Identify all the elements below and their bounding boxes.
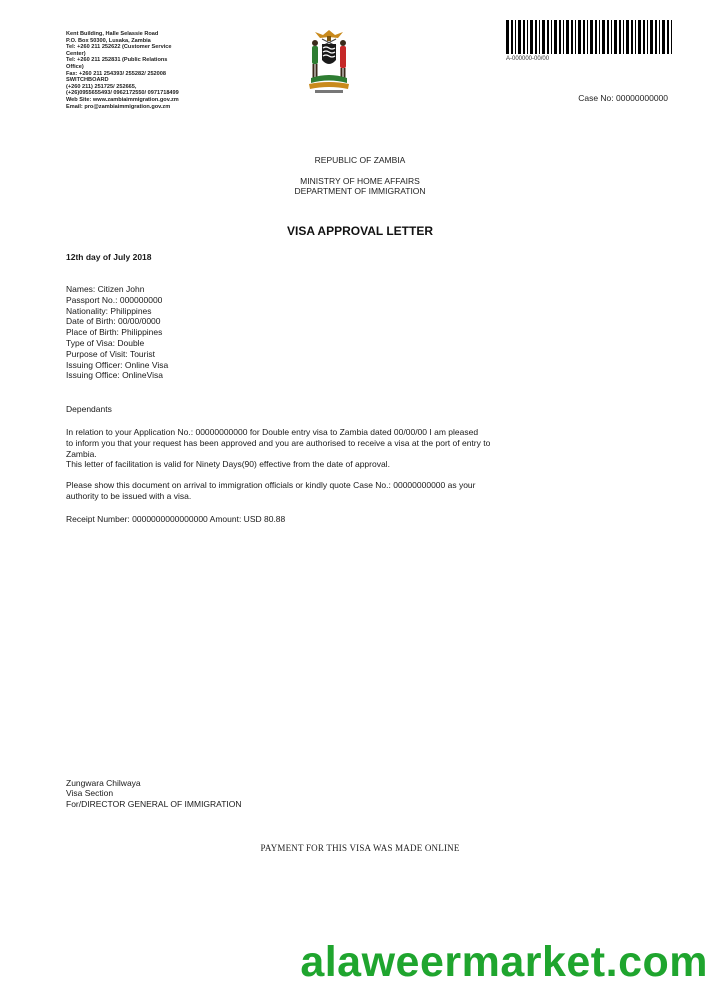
department-heading: DEPARTMENT OF IMMIGRATION (294, 186, 426, 196)
detail-line: Issuing Officer: Online Visa (66, 359, 169, 370)
barcode-bar (671, 20, 672, 54)
ministry-heading: MINISTRY OF HOME AFFAIRS (300, 176, 420, 186)
paragraph-line: This letter of facilitation is valid for Ninety Days(90) effective from the date of approval. (66, 459, 390, 470)
signatory-for: For/DIRECTOR GENERAL OF IMMIGRATION (66, 798, 242, 809)
barcode-bar (506, 20, 509, 54)
barcode-number: A-000000-00/00 (506, 56, 550, 62)
barcode-bar (662, 20, 665, 54)
barcode-bar (631, 20, 633, 54)
barcode-bar (587, 20, 588, 54)
coat-of-arms-emblem (305, 26, 353, 96)
barcode-bar (527, 20, 528, 54)
paragraph-line: Please show this document on arrival to immigration officials or kindly quote Case No.: 00000000000 as your (66, 480, 476, 490)
contact-line: Kent Building, Halle Selassie Road (66, 31, 159, 37)
detail-line: Nationality: Philippines (66, 305, 152, 316)
signature-block (66, 778, 242, 809)
receipt-line: Receipt Number: 0000000000000000 Amount: USD 80.88 (66, 514, 286, 524)
detail-line: Purpose of Visit: Tourist (66, 348, 155, 359)
barcode-bar (547, 20, 549, 54)
barcode-bar (643, 20, 645, 54)
barcode-bar (595, 20, 597, 54)
barcode-bar (583, 20, 585, 54)
contact-line: Tel: +260 211 252622 (Customer Service (66, 44, 172, 51)
barcode-bar (575, 20, 576, 54)
barcode-bar (619, 20, 621, 54)
barcode-bar (590, 20, 593, 54)
barcode-bar (566, 20, 569, 54)
barcode-bar (559, 20, 561, 54)
barcode-bar (554, 20, 557, 54)
barcode-bar (650, 20, 653, 54)
case-number: Case No: 00000000000 (578, 93, 668, 103)
detail-line: Issuing Office: OnlineVisa (66, 370, 164, 381)
detail-line: Names: Citizen John (66, 284, 145, 294)
instruction-paragraph (66, 480, 566, 502)
paragraph-line: Zambia. (66, 448, 97, 459)
letter-date: 12th day of July 2018 (66, 252, 152, 262)
watermark-text: alaweermarket.com (300, 938, 708, 986)
barcode-bar (635, 20, 636, 54)
barcode-bar (602, 20, 605, 54)
barcode-bar (607, 20, 609, 54)
barcode-bar (518, 20, 521, 54)
detail-line: Type of Visa: Double (66, 337, 145, 348)
contact-line: SWITCHBOARD (66, 77, 109, 84)
barcode-bar (542, 20, 545, 54)
contact-line: Office) (66, 63, 84, 70)
payment-note: PAYMENT FOR THIS VISA WAS MADE ONLINE (260, 843, 460, 853)
barcode-bar (515, 20, 516, 54)
barcode-bar (614, 20, 617, 54)
barcode-bar (535, 20, 537, 54)
barcode-bar (647, 20, 648, 54)
contact-line: (+26)0955655493/ 0962172550/ 0971718499 (66, 90, 179, 97)
contact-line: Web Site: www.zambiaimmigration.gov.zm (66, 96, 179, 103)
approval-paragraph (66, 427, 566, 470)
contact-block (66, 31, 236, 110)
barcode-bar (551, 20, 552, 54)
letter-title: VISA APPROVAL LETTER (286, 224, 433, 238)
paragraph-line: authority to be issued with a visa. (66, 490, 192, 501)
detail-line: Passport No.: 000000000 (66, 294, 163, 305)
barcode-bar (563, 20, 564, 54)
barcode-bar (523, 20, 525, 54)
detail-line: Date of Birth: 00/00/0000 (66, 316, 161, 327)
barcode (506, 20, 674, 54)
contact-line: Email: pro@zambiaimmigration.gov.zm (66, 103, 171, 110)
paragraph-line: to inform you that your request has been approved and you are authorised to receive a visa at the port of entry to (66, 437, 491, 448)
barcode-bar (571, 20, 573, 54)
dependants-label: Dependants (66, 404, 112, 414)
barcode-bar (578, 20, 581, 54)
signatory-section: Visa Section (66, 788, 114, 799)
barcode-bar (511, 20, 513, 54)
barcode-bar (659, 20, 660, 54)
barcode-bar (599, 20, 600, 54)
contact-line: P.O. Box 50300, Lusaka, Zambia (66, 37, 151, 44)
barcode-bar (655, 20, 657, 54)
contact-line: (+260 211) 251725/ 252665, (66, 83, 137, 90)
barcode-bar (539, 20, 540, 54)
barcode-bar (623, 20, 624, 54)
contact-line: Fax: +260 211 254393/ 255282/ 252008 (66, 70, 167, 77)
contact-line: Center) (66, 50, 86, 57)
barcode-bar (638, 20, 641, 54)
barcode-bar (626, 20, 629, 54)
barcode-bar (530, 20, 533, 54)
barcode-bar (611, 20, 612, 54)
barcode-bar (667, 20, 669, 54)
detail-line: Place of Birth: Philippines (66, 327, 163, 338)
signatory-name: Zungwara Chilwaya (66, 778, 141, 788)
republic-heading: REPUBLIC OF ZAMBIA (314, 155, 406, 165)
paragraph-line: In relation to your Application No.: 00000000000 for Double entry visa to Zambia dated 00/00/00 I am pleased (66, 427, 479, 437)
contact-line: Tel: +260 211 252831 (Public Relations (66, 57, 168, 64)
applicant-details (66, 284, 168, 381)
